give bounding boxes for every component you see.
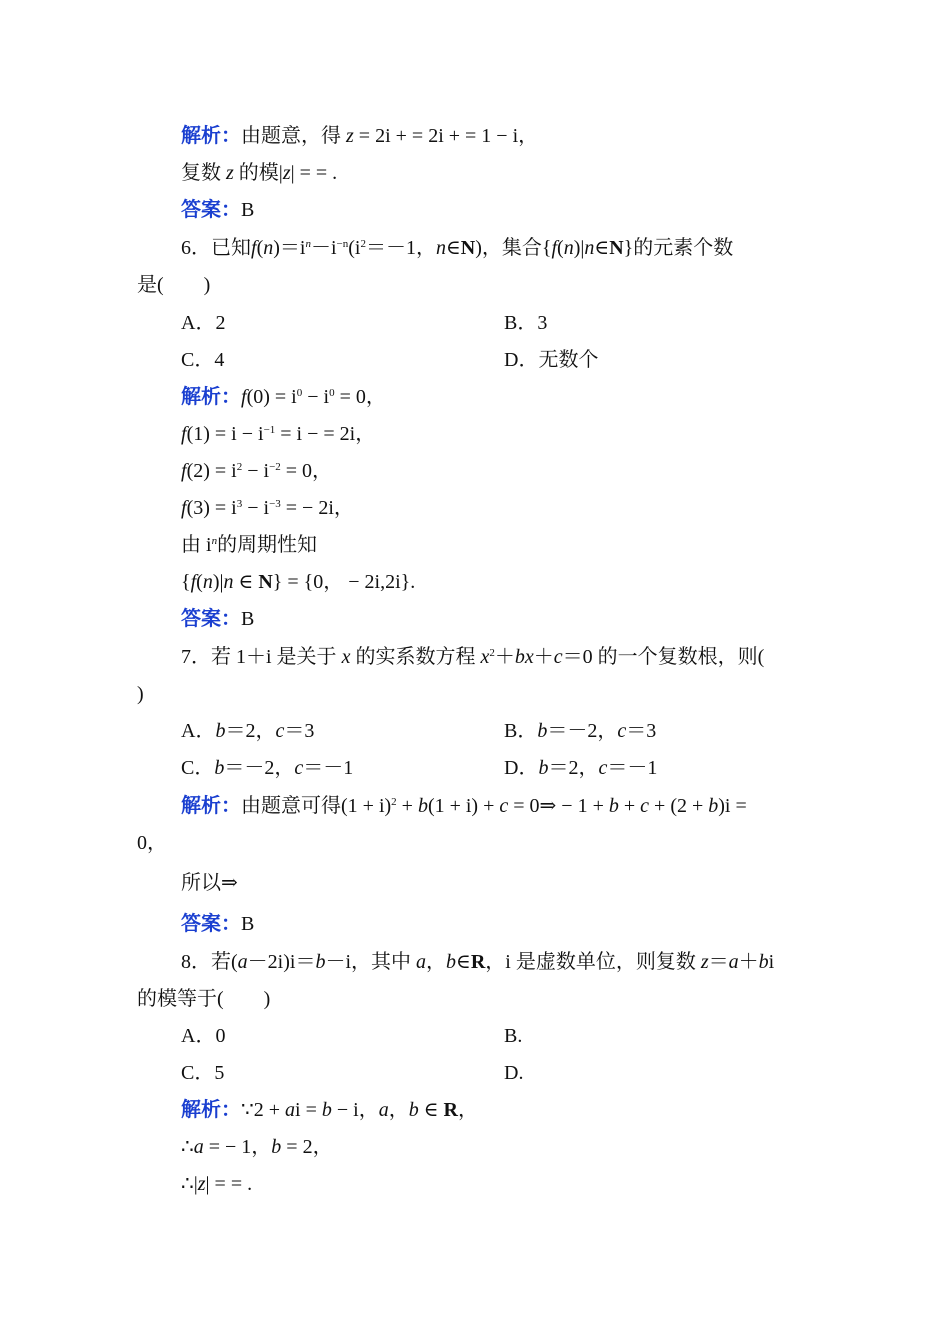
q6-analysis-line6: {f(n)|n ∈ N} = {0， − 2i,2i}. — [181, 571, 416, 593]
q7-option-d: D．b＝2，c＝－1 — [504, 757, 658, 779]
q7-analysis-line1: 解析：由题意可得$(1 + i)^2 + b(1 + i) + c$ = 0⇒ − 1 + b + c + (2 + b)i = — [181, 795, 747, 817]
analysis-label: 解析： — [181, 795, 241, 817]
q6-option-d: D．无数个 — [504, 349, 599, 371]
answer-label: 答案： — [181, 199, 241, 221]
q6-analysis-line5: 由 $i^n$的周期性知 — [181, 534, 318, 556]
q6-answer: 答案：B — [181, 608, 255, 630]
analysis-label: 解析： — [181, 1099, 241, 1121]
answer-label: 答案： — [181, 913, 241, 935]
q7-analysis-line2: 0， — [137, 832, 167, 854]
q7-stem-line1: 7．若 1＋i 是关于 x 的实系数方程 $x^2+bx+c=0$ 的一个复数根，则( — [181, 646, 765, 668]
analysis-label: 解析： — [181, 125, 241, 147]
q5-analysis-line1: 解析：由题意，得 z = 2i + = 2i + = 1 − i， — [181, 125, 539, 147]
q7-option-c: C．b＝－2，c＝－1 — [181, 757, 354, 779]
q8-analysis-line3: ∴|z| = = . — [181, 1173, 253, 1195]
q7-option-a: A．b＝2，c＝3 — [181, 720, 315, 742]
q8-option-d: D. — [504, 1062, 524, 1084]
q7-answer: 答案：B — [181, 913, 255, 935]
q8-stem-line2: 的模等于( ) — [137, 988, 271, 1010]
answer-label: 答案： — [181, 608, 241, 630]
q6-stem-line1: 6．已知$f(n)=i^n-i^{-n}(i^2=-1$，n∈N)，集合{f(n)|n∈N}的元素个数 — [181, 237, 734, 259]
q6-option-b: B．3 — [504, 312, 548, 334]
q8-option-a: A．0 — [181, 1025, 226, 1047]
q7-option-b: B．b＝－2，c＝3 — [504, 720, 657, 742]
q6-analysis-line3: $f(2) = i^2 - i^{-2} = 0$， — [181, 460, 333, 482]
q5-answer: 答案：B — [181, 199, 255, 221]
q6-option-c: C．4 — [181, 349, 225, 371]
q8-analysis-line2: ∴a = − 1，b = 2， — [181, 1136, 333, 1158]
q6-analysis-line1: 解析：$f(0) = i^0 - i^0 = 0$， — [181, 386, 386, 408]
analysis-label: 解析： — [181, 386, 241, 408]
q8-analysis-line1: 解析：∵2 + ai = b − i，a，b ∈ R， — [181, 1099, 478, 1121]
q8-option-c: C．5 — [181, 1062, 225, 1084]
q6-analysis-line4: $f(3) = i^3 - i^{-3}$ = − 2i， — [181, 497, 354, 519]
q6-stem-line2: 是( ) — [137, 274, 211, 296]
q7-analysis-line3: 所以⇒ — [181, 872, 238, 894]
q5-analysis-line2: 复数 z 的模|z| = = . — [181, 162, 338, 184]
q7-stem-line2: ) — [137, 683, 144, 705]
q8-stem-line1: 8．若(a－2i)i＝b－i，其中 a，b∈R，i 是虚数单位，则复数 z＝a＋bi — [181, 951, 775, 973]
q6-option-a: A．2 — [181, 312, 226, 334]
q8-option-b: B. — [504, 1025, 523, 1047]
q6-analysis-line2: $f(1) = i - i^{-1} = i$ − = 2i， — [181, 423, 376, 445]
